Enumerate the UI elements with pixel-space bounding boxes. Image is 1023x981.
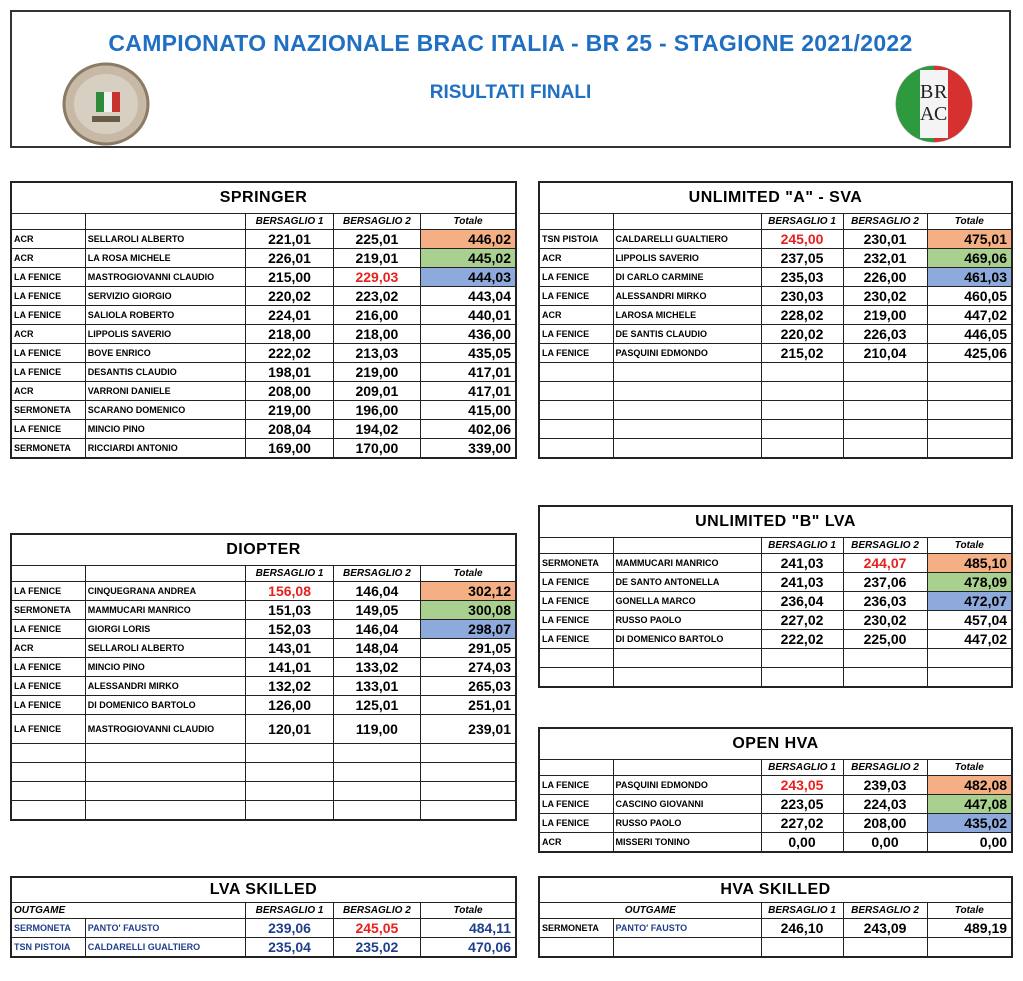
table-cell: ACR <box>11 230 85 249</box>
table-cell: 226,01 <box>246 249 333 268</box>
table-cell: 221,01 <box>246 230 333 249</box>
table-cell: 126,00 <box>246 696 333 715</box>
table-cell: 237,06 <box>843 573 927 592</box>
table-cell: 232,01 <box>843 249 927 268</box>
page-header <box>10 10 1011 148</box>
table-row <box>11 677 516 696</box>
table-cell: LA FENICE <box>539 287 613 306</box>
table-cell: 223,02 <box>333 287 420 306</box>
table-cell: 222,02 <box>761 630 843 649</box>
table-row <box>11 601 516 620</box>
table-cell: LA ROSA MICHELE <box>85 249 246 268</box>
table-row <box>539 401 1012 420</box>
table-cell: MAMMUCARI MANRICO <box>613 554 761 573</box>
table-row <box>539 668 1012 688</box>
table-cell: SERMONETA <box>539 554 613 573</box>
table-cell: 435,02 <box>927 814 1012 833</box>
table-row <box>11 363 516 382</box>
table-cell: 219,00 <box>333 363 420 382</box>
diopter-table <box>10 533 517 821</box>
table-cell: CALDARELLI GUALTIERO <box>85 938 246 958</box>
table-row <box>11 249 516 268</box>
table-cell: GIORGI LORIS <box>85 620 246 639</box>
table-cell: LA FENICE <box>11 620 85 639</box>
table-cell: LA FENICE <box>539 630 613 649</box>
table-cell: PASQUINI EDMONDO <box>613 344 761 363</box>
table-cell: BOVE ENRICO <box>85 344 246 363</box>
table-cell: 230,02 <box>843 611 927 630</box>
table-cell: 228,02 <box>761 306 843 325</box>
table-cell: 230,01 <box>843 230 927 249</box>
table-cell: 469,06 <box>927 249 1012 268</box>
table-cell: 152,03 <box>246 620 333 639</box>
lva-table <box>538 505 1013 688</box>
table-row <box>539 611 1012 630</box>
column-header: BERSAGLIO 2 <box>843 538 927 554</box>
table-cell: MASTROGIOVANNI CLAUDIO <box>85 715 246 744</box>
table-cell: MINCIO PINO <box>85 658 246 677</box>
svg-text:A: A <box>920 103 935 125</box>
svg-text:C: C <box>934 103 948 125</box>
table-cell: SCARANO DOMENICO <box>85 401 246 420</box>
table-cell: 196,00 <box>333 401 420 420</box>
table-cell: LA FENICE <box>539 611 613 630</box>
table-cell: RUSSO PAOLO <box>613 814 761 833</box>
section-title: HVA SKILLED <box>539 877 1012 903</box>
club-logo-left <box>62 62 150 146</box>
table-cell: DI DOMENICO BARTOLO <box>85 696 246 715</box>
table-row <box>11 801 516 821</box>
table-cell: RICCIARDI ANTONIO <box>85 439 246 459</box>
table-row <box>539 776 1012 795</box>
column-header: OUTGAME <box>539 903 761 919</box>
table-cell: LA FENICE <box>11 677 85 696</box>
table-cell: MAMMUCARI MANRICO <box>85 601 246 620</box>
table-cell: DE SANTIS CLAUDIO <box>613 325 761 344</box>
table-row <box>11 306 516 325</box>
table-cell: LIPPOLIS SAVERIO <box>613 249 761 268</box>
table-cell: LA FENICE <box>11 268 85 287</box>
section-title: UNLIMITED "B" LVA <box>539 506 1012 538</box>
table-cell: LA FENICE <box>539 814 613 833</box>
table-cell: ACR <box>11 249 85 268</box>
sva-table <box>538 181 1013 459</box>
table-cell: 251,01 <box>421 696 516 715</box>
table-cell: 223,05 <box>761 795 843 814</box>
table-cell: LA FENICE <box>539 344 613 363</box>
table-cell: 226,03 <box>843 325 927 344</box>
column-header: Totale <box>421 566 516 582</box>
table-cell: LA FENICE <box>11 420 85 439</box>
table-cell: SERMONETA <box>539 919 613 938</box>
table-cell: 120,01 <box>246 715 333 744</box>
table-cell: 0,00 <box>761 833 843 853</box>
table-cell: SERMONETA <box>11 439 85 459</box>
table-cell: 219,00 <box>843 306 927 325</box>
table-cell: 220,02 <box>246 287 333 306</box>
table-cell: 447,08 <box>927 795 1012 814</box>
table-cell: 246,10 <box>761 919 843 938</box>
table-cell: 151,03 <box>246 601 333 620</box>
table-cell: 239,03 <box>843 776 927 795</box>
table-cell: 215,00 <box>246 268 333 287</box>
table-row <box>11 582 516 601</box>
column-header: Totale <box>927 903 1012 919</box>
column-header: BERSAGLIO 1 <box>761 214 843 230</box>
table-cell: 218,00 <box>246 325 333 344</box>
table-cell: 220,02 <box>761 325 843 344</box>
section-title: LVA SKILLED <box>11 877 516 903</box>
column-header: BERSAGLIO 1 <box>246 214 333 230</box>
column-header: BERSAGLIO 2 <box>843 760 927 776</box>
hva-skilled-table <box>538 876 1013 958</box>
table-cell: LA FENICE <box>539 592 613 611</box>
table-cell: 222,02 <box>246 344 333 363</box>
column-header: BERSAGLIO 2 <box>333 903 420 919</box>
svg-text:R: R <box>934 81 948 103</box>
table-cell: 146,04 <box>333 582 420 601</box>
table-cell: 436,00 <box>421 325 516 344</box>
table-row <box>539 325 1012 344</box>
table-cell: 415,00 <box>421 401 516 420</box>
table-row <box>539 649 1012 668</box>
table-row <box>539 833 1012 853</box>
table-row <box>11 919 516 938</box>
table-cell: DE SANTO ANTONELLA <box>613 573 761 592</box>
table-cell: ACR <box>539 833 613 853</box>
table-cell: 265,03 <box>421 677 516 696</box>
table-cell: 224,01 <box>246 306 333 325</box>
table-cell: 125,01 <box>333 696 420 715</box>
table-cell: LA FENICE <box>539 268 613 287</box>
table-cell: 298,07 <box>421 620 516 639</box>
table-row <box>11 782 516 801</box>
table-cell: 210,04 <box>843 344 927 363</box>
table-cell: PANTO' FAUSTO <box>613 919 761 938</box>
table-cell: 440,01 <box>421 306 516 325</box>
table-cell: LA FENICE <box>11 696 85 715</box>
table-row <box>11 620 516 639</box>
column-header: BERSAGLIO 2 <box>843 214 927 230</box>
section-title: UNLIMITED "A" - SVA <box>539 182 1012 214</box>
table-cell: LA FENICE <box>11 658 85 677</box>
section-title: SPRINGER <box>11 182 516 214</box>
table-row <box>539 268 1012 287</box>
table-cell: 227,02 <box>761 611 843 630</box>
table-row <box>539 919 1012 938</box>
table-cell: 148,04 <box>333 639 420 658</box>
table-row <box>539 795 1012 814</box>
table-cell: 244,07 <box>843 554 927 573</box>
table-cell: 444,03 <box>421 268 516 287</box>
table-cell: 478,09 <box>927 573 1012 592</box>
table-cell: SERMONETA <box>11 601 85 620</box>
table-row <box>11 715 516 744</box>
table-row <box>11 268 516 287</box>
table-cell: 472,07 <box>927 592 1012 611</box>
table-cell: CASCINO GIOVANNI <box>613 795 761 814</box>
table-row <box>539 592 1012 611</box>
table-cell: LA FENICE <box>11 306 85 325</box>
table-cell: 339,00 <box>421 439 516 459</box>
table-row <box>11 696 516 715</box>
table-cell: 417,01 <box>421 363 516 382</box>
table-row <box>539 287 1012 306</box>
table-cell: 245,00 <box>761 230 843 249</box>
table-cell: CINQUEGRANA ANDREA <box>85 582 246 601</box>
table-row <box>11 401 516 420</box>
table-row <box>11 344 516 363</box>
table-cell: 208,00 <box>246 382 333 401</box>
section-title: DIOPTER <box>11 534 516 566</box>
table-cell: 156,08 <box>246 582 333 601</box>
column-header: BERSAGLIO 2 <box>843 903 927 919</box>
table-cell: 216,00 <box>333 306 420 325</box>
table-cell: ACR <box>539 249 613 268</box>
table-cell: 219,00 <box>246 401 333 420</box>
table-cell: PANTO' FAUSTO <box>85 919 246 938</box>
table-row <box>539 344 1012 363</box>
page-subtitle: RISULTATI FINALI <box>429 82 592 103</box>
table-row <box>539 382 1012 401</box>
table-cell: 208,04 <box>246 420 333 439</box>
table-cell: 170,00 <box>333 439 420 459</box>
table-cell: 425,06 <box>927 344 1012 363</box>
table-row <box>539 814 1012 833</box>
table-cell: 460,05 <box>927 287 1012 306</box>
table-cell: SERMONETA <box>11 401 85 420</box>
table-cell: 236,03 <box>843 592 927 611</box>
table-cell: 0,00 <box>927 833 1012 853</box>
section-title: OPEN HVA <box>539 728 1012 760</box>
table-cell: SALIOLA ROBERTO <box>85 306 246 325</box>
table-cell: 119,00 <box>333 715 420 744</box>
table-cell: LA FENICE <box>11 287 85 306</box>
table-cell: LA FENICE <box>11 363 85 382</box>
table-cell: 169,00 <box>246 439 333 459</box>
table-cell: 198,01 <box>246 363 333 382</box>
column-header: Totale <box>927 214 1012 230</box>
table-row <box>539 573 1012 592</box>
table-cell: 235,02 <box>333 938 420 958</box>
table-cell: DI DOMENICO BARTOLO <box>613 630 761 649</box>
table-cell: 209,01 <box>333 382 420 401</box>
table-cell: LAROSA MICHELE <box>613 306 761 325</box>
table-cell: 225,01 <box>333 230 420 249</box>
column-header: BERSAGLIO 1 <box>761 538 843 554</box>
table-cell: 241,03 <box>761 554 843 573</box>
column-header: OUTGAME <box>11 903 246 919</box>
table-cell: PASQUINI EDMONDO <box>613 776 761 795</box>
table-cell: 194,02 <box>333 420 420 439</box>
table-cell: 245,05 <box>333 919 420 938</box>
table-cell: 291,05 <box>421 639 516 658</box>
table-cell: LA FENICE <box>11 715 85 744</box>
table-cell: 224,03 <box>843 795 927 814</box>
table-cell: 132,02 <box>246 677 333 696</box>
table-cell: GONELLA MARCO <box>613 592 761 611</box>
table-cell: 485,10 <box>927 554 1012 573</box>
table-cell: 0,00 <box>843 833 927 853</box>
table-cell: 475,01 <box>927 230 1012 249</box>
table-cell: 215,02 <box>761 344 843 363</box>
column-header: BERSAGLIO 1 <box>246 566 333 582</box>
table-cell: 435,05 <box>421 344 516 363</box>
table-row <box>539 938 1012 958</box>
table-cell: SERVIZIO GIORGIO <box>85 287 246 306</box>
table-cell: 226,00 <box>843 268 927 287</box>
brac-italia-logo <box>890 64 978 144</box>
table-cell: ALESSANDRI MIRKO <box>613 287 761 306</box>
table-cell: 489,19 <box>927 919 1012 938</box>
hva-table <box>538 727 1013 853</box>
table-cell: 141,01 <box>246 658 333 677</box>
table-cell: 235,04 <box>246 938 333 958</box>
table-cell: LA FENICE <box>539 776 613 795</box>
table-cell: 149,05 <box>333 601 420 620</box>
table-cell: 443,04 <box>421 287 516 306</box>
table-cell: 133,02 <box>333 658 420 677</box>
table-row <box>539 306 1012 325</box>
table-cell: CALDARELLI GUALTIERO <box>613 230 761 249</box>
column-header: BERSAGLIO 1 <box>761 760 843 776</box>
table-cell: 457,04 <box>927 611 1012 630</box>
table-cell: ACR <box>11 382 85 401</box>
table-cell: DI CARLO CARMINE <box>613 268 761 287</box>
column-header: Totale <box>927 538 1012 554</box>
table-row <box>539 249 1012 268</box>
table-cell: 447,02 <box>927 630 1012 649</box>
table-cell: 243,05 <box>761 776 843 795</box>
table-cell: LA FENICE <box>539 795 613 814</box>
table-row <box>11 938 516 958</box>
table-cell: 302,12 <box>421 582 516 601</box>
column-header: Totale <box>421 903 516 919</box>
table-cell: 402,06 <box>421 420 516 439</box>
table-cell: MISSERI TONINO <box>613 833 761 853</box>
table-row <box>11 439 516 459</box>
table-row <box>11 230 516 249</box>
table-cell: 218,00 <box>333 325 420 344</box>
table-cell: LIPPOLIS SAVERIO <box>85 325 246 344</box>
table-cell: 235,03 <box>761 268 843 287</box>
table-cell: 241,03 <box>761 573 843 592</box>
table-cell: 146,04 <box>333 620 420 639</box>
table-cell: 482,08 <box>927 776 1012 795</box>
table-cell: TSN PISTOIA <box>539 230 613 249</box>
table-cell: RUSSO PAOLO <box>613 611 761 630</box>
table-row <box>539 439 1012 459</box>
table-cell: 447,02 <box>927 306 1012 325</box>
table-cell: 133,01 <box>333 677 420 696</box>
table-cell: 243,09 <box>843 919 927 938</box>
lva-skilled-table <box>10 876 517 958</box>
table-cell: LA FENICE <box>11 582 85 601</box>
table-row <box>11 287 516 306</box>
table-cell: 230,02 <box>843 287 927 306</box>
table-cell: 274,03 <box>421 658 516 677</box>
table-row <box>11 658 516 677</box>
table-cell: SERMONETA <box>11 919 85 938</box>
table-cell: 446,05 <box>927 325 1012 344</box>
table-cell: SELLAROLI ALBERTO <box>85 230 246 249</box>
table-row <box>539 630 1012 649</box>
table-row <box>11 420 516 439</box>
table-row <box>11 325 516 344</box>
table-row <box>11 639 516 658</box>
table-cell: ACR <box>11 325 85 344</box>
table-cell: 143,01 <box>246 639 333 658</box>
table-cell: LA FENICE <box>539 573 613 592</box>
table-cell: 208,00 <box>843 814 927 833</box>
table-cell: LA FENICE <box>539 325 613 344</box>
page-title: CAMPIONATO NAZIONALE BRAC ITALIA - BR 25 - STAGIONE 2021/2022 <box>108 30 913 56</box>
table-row <box>539 420 1012 439</box>
table-cell: 219,01 <box>333 249 420 268</box>
table-cell: 446,02 <box>421 230 516 249</box>
table-cell: VARRONI DANIELE <box>85 382 246 401</box>
table-cell: 227,02 <box>761 814 843 833</box>
column-header: BERSAGLIO 1 <box>761 903 843 919</box>
column-header: BERSAGLIO 2 <box>333 566 420 582</box>
table-cell: 417,01 <box>421 382 516 401</box>
column-header: BERSAGLIO 1 <box>246 903 333 919</box>
table-row <box>539 230 1012 249</box>
table-cell: 484,11 <box>421 919 516 938</box>
table-cell: LA FENICE <box>11 344 85 363</box>
table-cell: 230,03 <box>761 287 843 306</box>
table-row <box>11 744 516 763</box>
table-cell: 300,08 <box>421 601 516 620</box>
springer-table <box>10 181 517 459</box>
column-header: Totale <box>421 214 516 230</box>
table-cell: TSN PISTOIA <box>11 938 85 958</box>
table-cell: 470,06 <box>421 938 516 958</box>
table-cell: 239,06 <box>246 919 333 938</box>
table-cell: SELLAROLI ALBERTO <box>85 639 246 658</box>
column-header: BERSAGLIO 2 <box>333 214 420 230</box>
table-cell: 225,00 <box>843 630 927 649</box>
table-row <box>539 363 1012 382</box>
table-cell: 213,03 <box>333 344 420 363</box>
table-cell: ACR <box>11 639 85 658</box>
table-cell: MASTROGIOVANNI CLAUDIO <box>85 268 246 287</box>
table-cell: MINCIO PINO <box>85 420 246 439</box>
table-cell: 236,04 <box>761 592 843 611</box>
table-cell: 229,03 <box>333 268 420 287</box>
table-row <box>11 382 516 401</box>
table-cell: 445,02 <box>421 249 516 268</box>
table-cell: 237,05 <box>761 249 843 268</box>
table-cell: 239,01 <box>421 715 516 744</box>
table-cell: 461,03 <box>927 268 1012 287</box>
table-row <box>11 763 516 782</box>
table-cell: DESANTIS CLAUDIO <box>85 363 246 382</box>
table-cell: ALESSANDRI MIRKO <box>85 677 246 696</box>
column-header: Totale <box>927 760 1012 776</box>
table-cell: ACR <box>539 306 613 325</box>
table-row <box>539 554 1012 573</box>
svg-text:B: B <box>920 81 934 103</box>
